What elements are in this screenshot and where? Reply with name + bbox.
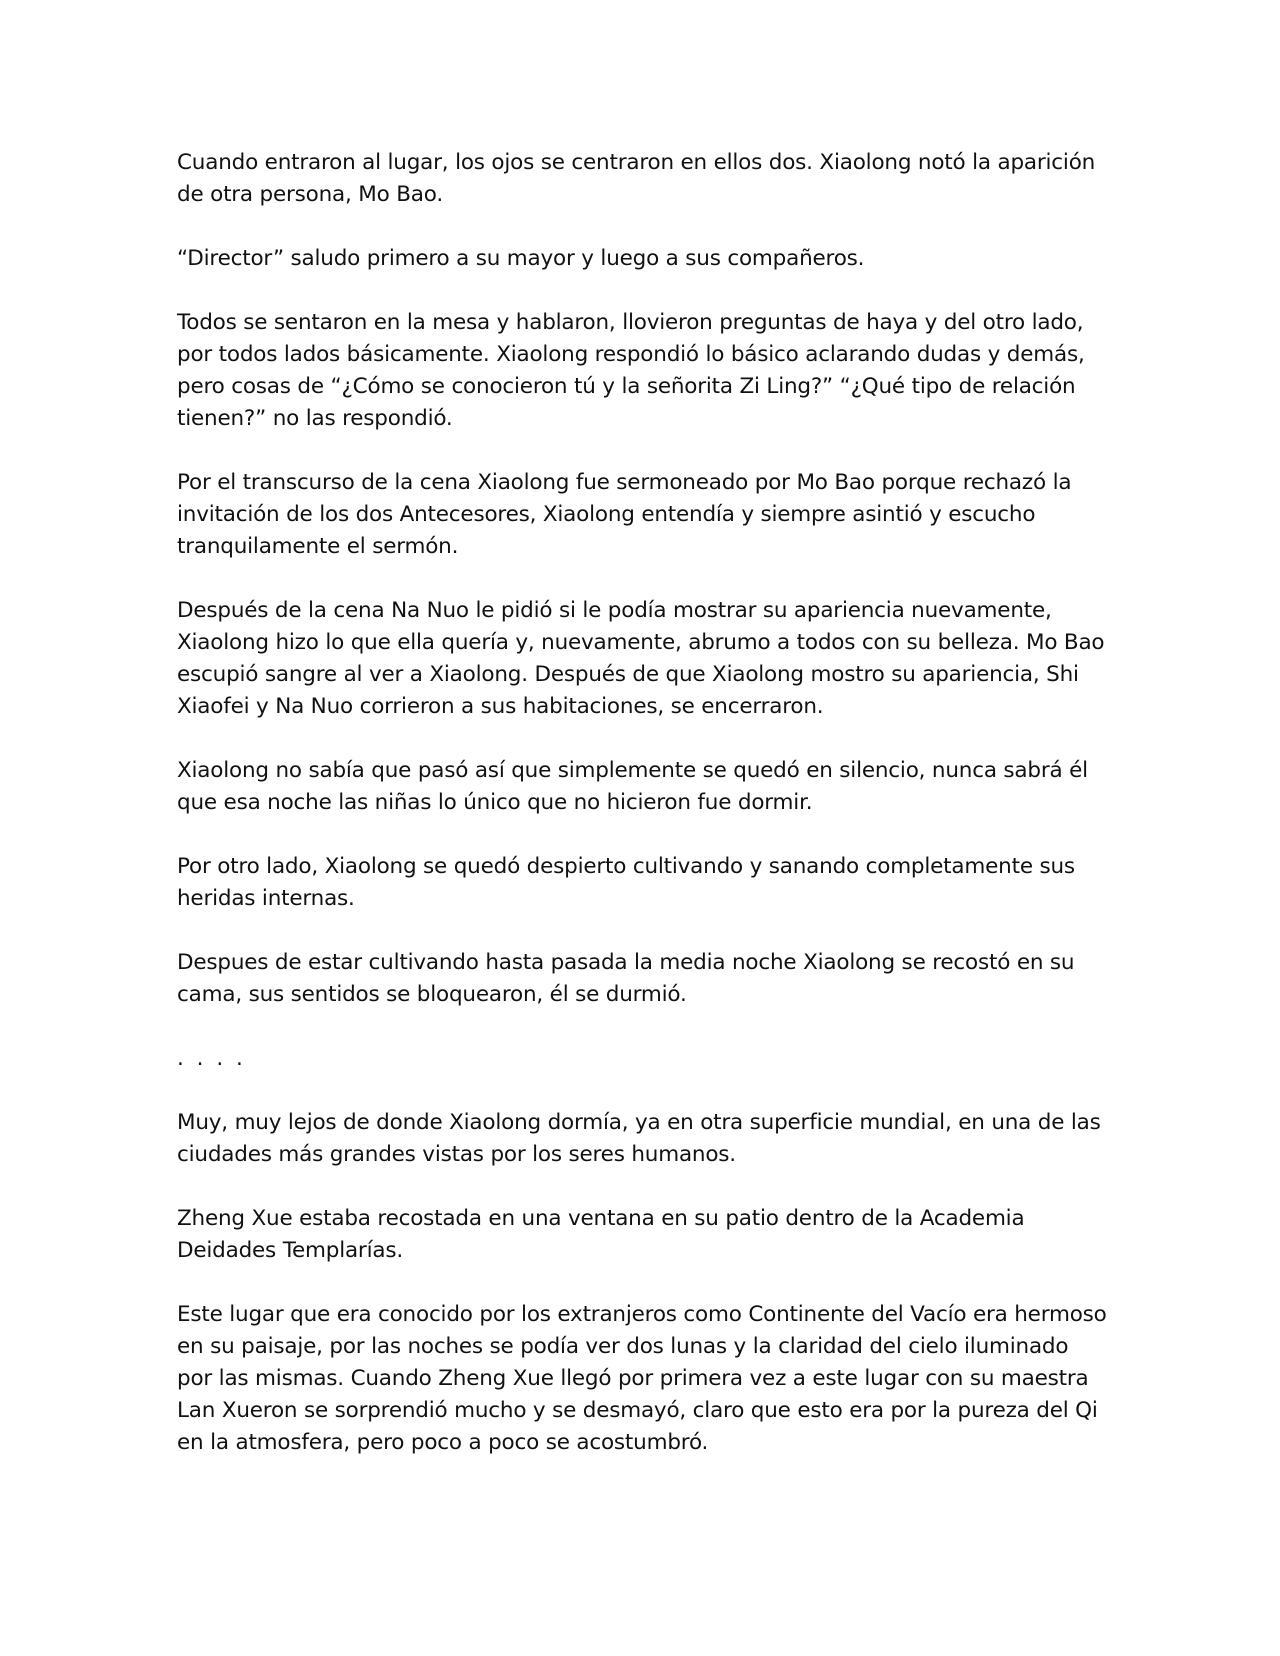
paragraph-dinner-sermon: Por el transcurso de la cena Xiaolong fue sermoneado por Mo Bao porque rechazó la invitación de los dos Antecesores, Xiaolong entendía y siempre asintió y escucho tranquilamente el sermón.: [177, 470, 1072, 559]
paragraph-sleep: Despues de estar cultivando hasta pasada la media noche Xiaolong se recostó en su cama, sus sentidos se bloquearon, él se durmió.: [177, 950, 1075, 1007]
paragraph-continent: Este lugar que era conocido por los extranjeros como Continente del Vacío era hermoso en su paisaje, por las noches se podía ver dos lunas y la claridad del cielo iluminado por las mismas. Cuando Zheng Xue llegó por primera vez a este lugar con su maestra Lan Xueron se sorprendió mucho y se desmayó, claro que esto era por la pureza del Qi en la atmosfera, pero poco a poco se acostumbró.: [177, 1302, 1107, 1455]
paragraph-appearance: Después de la cena Na Nuo le pidió si le podía mostrar su apariencia nuevamente, Xiaolong hizo lo que ella quería y, nuevamente, abrumo a todos con su belleza. Mo Bao escupió sangre al ver a Xiaolong. Después de que Xiaolong mostro su apariencia, Shi Xiaofei y Na Nuo corrieron a sus habitaciones, se encerraron.: [177, 598, 1105, 719]
document-body: [177, 147, 1107, 1491]
paragraph-questions: Todos se sentaron en la mesa y hablaron, llovieron preguntas de haya y del otro lado, por todos lados básicamente. Xiaolong respondió lo básico aclarando dudas y demás, pero cosas de “¿Cómo se conocieron tú y la señorita Zi Ling?” “¿Qué tipo de relación tienen?” no las respondió.: [177, 310, 1085, 431]
paragraph-greeting: “Director” saludo primero a su mayor y luego a sus compañeros.: [177, 246, 865, 271]
paragraph-arrival: Cuando entraron al lugar, los ojos se centraron en ellos dos. Xiaolong notó la aparición de otra persona, Mo Bao.: [177, 150, 1096, 207]
paragraph-zheng-xue: Zheng Xue estaba recostada en una ventana en su patio dentro de la Academia Deidades Templarías.: [177, 1206, 1025, 1263]
paragraph-cultivating: Por otro lado, Xiaolong se quedó despierto cultivando y sanando completamente sus heridas internas.: [177, 854, 1075, 911]
paragraph-far-away: Muy, muy lejos de donde Xiaolong dormía, ya en otra superficie mundial, en una de las ciudades más grandes vistas por los seres humanos.: [177, 1110, 1101, 1167]
scene-break: . . . .: [177, 1046, 246, 1071]
paragraph-silence: Xiaolong no sabía que pasó así que simplemente se quedó en silencio, nunca sabrá él que esa noche las niñas lo único que no hicieron fue dormir.: [177, 758, 1088, 815]
